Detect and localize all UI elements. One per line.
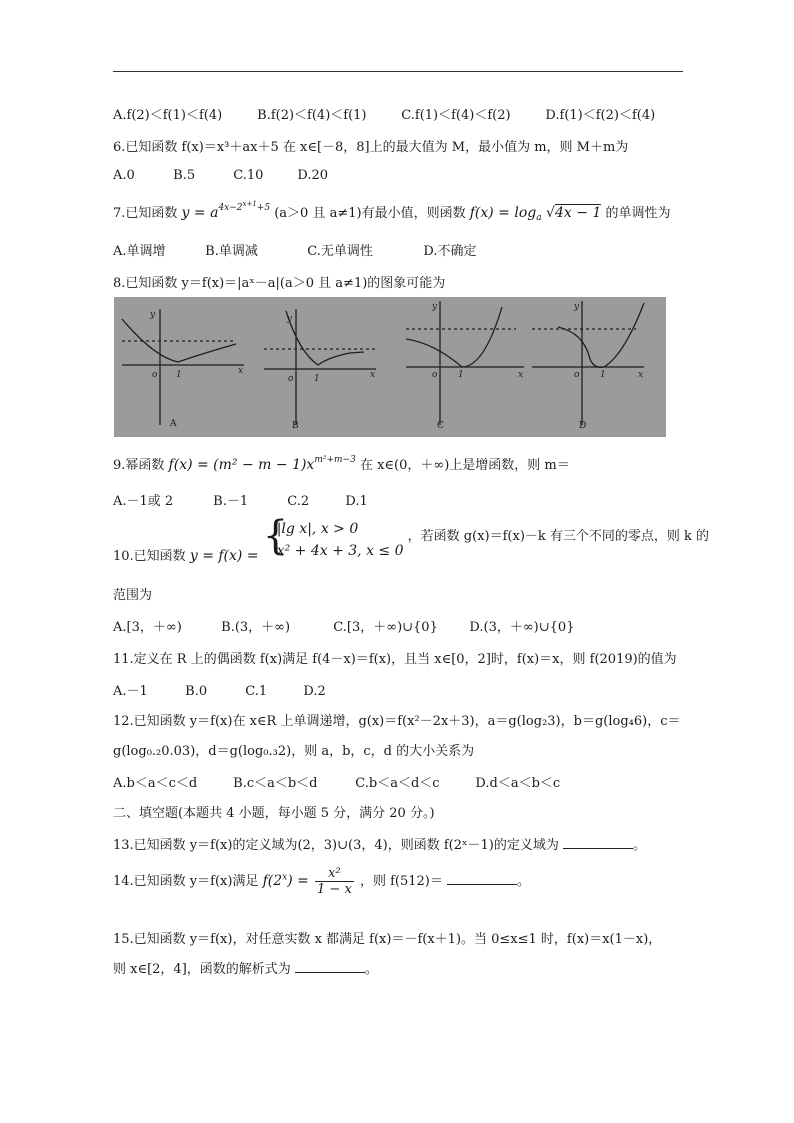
q15-answer-blank[interactable] [295, 962, 365, 973]
q7-option-c: C.无单调性 [307, 244, 373, 259]
svg-text:y: y [574, 302, 580, 312]
q7-prefix: 7.已知函数 [113, 206, 178, 221]
q5-options [113, 104, 655, 123]
q12-options [113, 772, 560, 791]
q14-formula: $f(2^x)$ = [262, 872, 309, 889]
svg-text:1: 1 [600, 370, 606, 380]
q8-graph-label-c: C [437, 421, 444, 431]
svg-text:1: 1 [176, 370, 182, 380]
section-2-heading: 二、填空题(本题共 4 小题，每小题 5 分，满分 20 分。) [113, 806, 435, 821]
q11-stem: 11.定义在 R 上的偶函数 f(x)满足 f(4－x)＝f(x)，且当 x∈[0，2]时，f(x)＝x，则 f(2019)的值为 [113, 652, 677, 667]
q11-option-d: D.2 [303, 684, 326, 699]
header-rule [113, 71, 683, 72]
q13-text: 13.已知函数 y＝f(x)的定义域为(2，3)∪(3，4)，则函数 f(2ˣ－1)的定义域为 [113, 838, 559, 853]
q15-stem-line2 [113, 958, 378, 977]
q6-option-b: B.5 [173, 168, 196, 183]
q6-option-a: A.0 [113, 168, 135, 183]
q12-option-b: B.c＜a＜b＜d [233, 776, 318, 791]
q8-graph-label-a: A [170, 419, 177, 429]
q5-option-c: C.f(1)＜f(4)＜f(2) [401, 108, 511, 123]
q10-stem-cont: 范围为 [113, 588, 153, 603]
q11-option-c: C.1 [245, 684, 268, 699]
q10-piecewise: { |lg x|, x > 0 x² + 4x + 3, x ≤ 0 [263, 518, 404, 562]
q9-options [113, 490, 368, 509]
q11-option-a: A.－1 [113, 684, 148, 699]
q15-text: 则 x∈[2，4]，函数的解析式为 [113, 962, 291, 977]
q10-stem [113, 513, 710, 564]
q13-answer-blank[interactable] [563, 838, 633, 849]
svg-text:y: y [287, 314, 293, 324]
svg-text:1: 1 [314, 374, 320, 384]
q7-formula-2: $f(x) = \log_a √4x - 1$ [469, 205, 602, 223]
q12-option-a: A.b＜a＜c＜d [113, 776, 198, 791]
q10-case-2: x² + 4x + 3, x ≤ 0 [276, 543, 404, 559]
q10-case-1: |lg x|, x > 0 [276, 521, 359, 537]
q10-lhs: y = f(x) = [189, 547, 259, 564]
svg-text:x: x [518, 370, 524, 380]
q11-option-b: B.0 [185, 684, 208, 699]
q10-prefix: 10.已知函数 [113, 548, 186, 564]
q5-option-d: D.f(1)＜f(2)＜f(4) [545, 108, 656, 123]
q15-stem-line1: 15.已知函数 y＝f(x)，对任意实数 x 都满足 f(x)＝－f(x＋1)。当 0≤x≤1 时，f(x)＝x(1－x)， [113, 932, 662, 947]
svg-text:y: y [150, 310, 156, 320]
q9-suffix: 在 x∈(0，＋∞)上是增函数，则 m＝ [359, 458, 570, 473]
q9-option-d: D.1 [345, 494, 368, 509]
q7-stem [113, 202, 670, 221]
q10-option-b: B.(3，＋∞) [221, 620, 291, 635]
q15-end: 。 [364, 962, 378, 977]
q6-options [113, 168, 328, 183]
q14-answer-blank[interactable] [447, 874, 517, 885]
q6-option-c: C.10 [233, 168, 264, 183]
svg-text:x: x [370, 370, 376, 380]
q8-graph-label-d: D [579, 421, 587, 431]
q14-fraction: $\frac{\text{x²}}{1 - x}$ [317, 866, 352, 897]
q12-option-c: C.b＜a＜d＜c [355, 776, 440, 791]
q10-options [113, 616, 574, 635]
svg-text:o: o [152, 370, 158, 380]
q7-formula-1: $y = a^{4x-2^{x+1}+5}$ [181, 200, 271, 221]
q13-end: 。 [632, 838, 646, 853]
q7-suffix: 的单调性为 [605, 206, 671, 221]
svg-text:1: 1 [458, 370, 464, 380]
q6-option-d: D.20 [297, 168, 329, 183]
q10-option-a: A.[3，＋∞) [113, 620, 182, 635]
q7-option-a: A.单调增 [113, 244, 166, 259]
q9-option-a: A.－1或 2 [113, 494, 174, 509]
q9-option-b: B.－1 [213, 494, 249, 509]
q9-stem [113, 454, 570, 473]
q10-suffix: ，若函数 g(x)＝f(x)－k 有三个不同的零点，则 k 的 [407, 528, 710, 544]
q14-prefix: 14.已知函数 y＝f(x)满足 [113, 874, 259, 889]
svg-text:o: o [432, 370, 438, 380]
q11-options [113, 680, 326, 699]
svg-text:y: y [432, 302, 438, 312]
svg-text:x: x [238, 366, 244, 376]
q8-stem: 8.已知函数 y＝f(x)＝|aˣ－a|(a＞0 且 a≠1)的图象可能为 [113, 276, 446, 291]
q5-option-a: A.f(2)＜f(1)＜f(4) [113, 108, 223, 123]
svg-text:x: x [638, 370, 644, 380]
q9-formula: $f(x) = (m^2 - m - 1)x^{m^2+m-3}$ [168, 455, 356, 473]
q10-option-d: D.(3，＋∞)∪{0} [469, 620, 575, 635]
svg-text:o: o [288, 374, 294, 384]
q7-option-d: D.不确定 [423, 244, 477, 259]
q14-stem [113, 866, 530, 897]
q9-prefix: 9.幂函数 [113, 458, 165, 473]
svg-text:o: o [574, 370, 580, 380]
q7-options [113, 240, 477, 259]
q12-stem-line1: 12.已知函数 y＝f(x)在 x∈R 上单调递增，g(x)＝f(x²－2x＋3)，a＝g(log₂3)，b＝g(log₄6)，c＝ [113, 714, 681, 729]
q7-option-b: B.单调减 [205, 244, 258, 259]
q9-option-c: C.2 [287, 494, 310, 509]
q10-option-c: C.[3，＋∞)∪{0} [333, 620, 438, 635]
q13-stem [113, 834, 646, 853]
q6-stem: 6.已知函数 f(x)＝x³＋ax＋5 在 x∈[－8，8]上的最大值为 M，最小值为 m，则 M＋m为 [113, 140, 629, 155]
q8-graphs-image [114, 297, 666, 437]
q8-graph-label-b: B [292, 421, 299, 431]
q14-suffix: ，则 f(512)＝ [359, 874, 443, 889]
q5-option-b: B.f(2)＜f(4)＜f(1) [257, 108, 367, 123]
q12-stem-line2: g(log₀.₂0.03)，d＝g(log₀.₃2)，则 a，b，c，d 的大小关系为 [113, 744, 475, 759]
q7-middle: (a＞0 且 a≠1)有最小值，则函数 [274, 206, 466, 221]
q14-end: 。 [516, 874, 530, 889]
q12-option-d: D.d＜a＜b＜c [475, 776, 561, 791]
